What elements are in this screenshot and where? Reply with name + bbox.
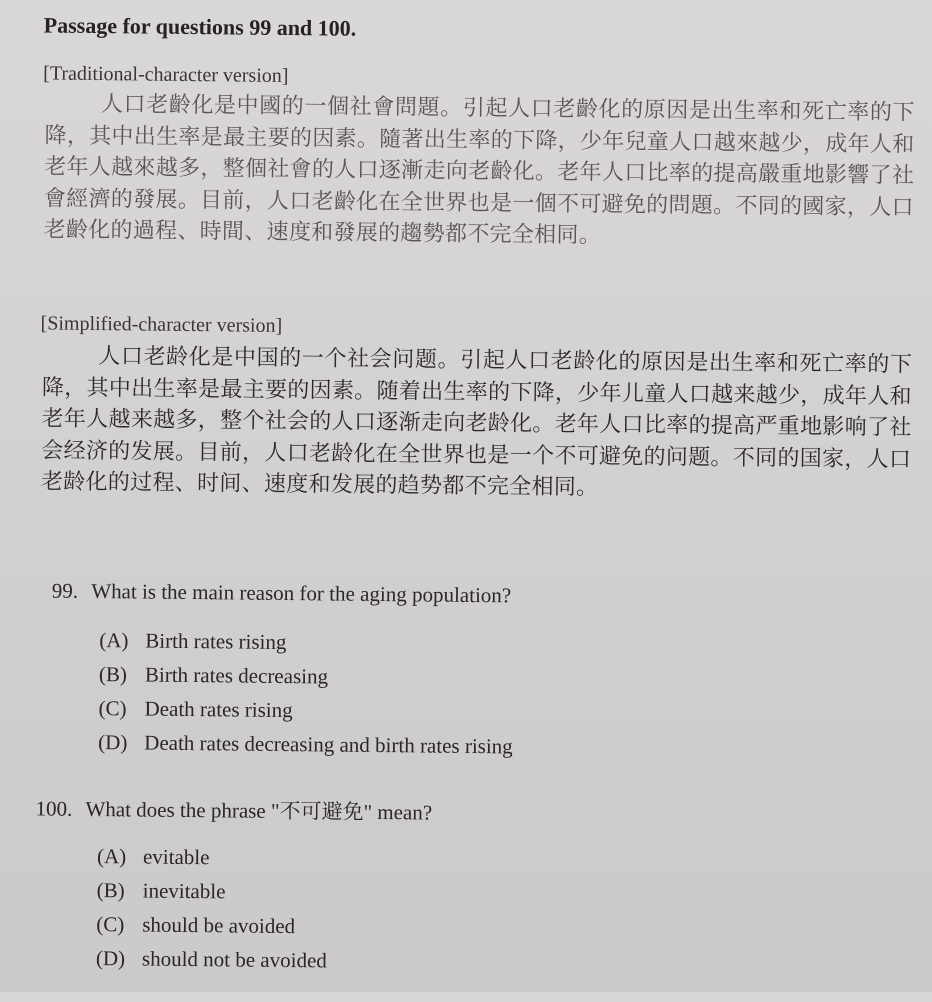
option-d[interactable] <box>96 941 327 977</box>
question-number: 100. <box>35 796 73 821</box>
option-text: should not be avoided <box>141 946 327 973</box>
option-letter: (A) <box>99 628 129 653</box>
option-b[interactable] <box>97 873 328 909</box>
option-text: evitable <box>142 844 210 870</box>
option-a[interactable] <box>97 839 328 875</box>
simplified-passage-text: 人口老龄化是中国的一个社会问题。引起人口老龄化的原因是出生率和死亡率的下降，其中出生率是最主要的因素。随着出生率的下降，少年儿童人口越来越少，成年人和老年人越来越多，整个社会的人口逐渐走向老龄化。老年人口比率的提高严重地影响了社会经济的发展。目前，人口老龄化在全世界也是一个不可避免的问题。不同的国家，人口老龄化的过程、时间、速度和发展的趋势都不完全相同。 <box>40 344 913 501</box>
question-text: What does the phrase "不可避免" mean? <box>85 796 433 825</box>
question-100 <box>35 792 432 826</box>
passage-heading: Passage for questions 99 and 100. <box>43 12 357 41</box>
traditional-version-label: [Traditional-character version] <box>43 62 289 88</box>
option-letter: (B) <box>98 662 128 687</box>
simplified-passage <box>41 340 913 507</box>
option-c[interactable] <box>98 691 513 729</box>
option-text: inevitable <box>142 878 226 904</box>
option-text: Birth rates decreasing <box>144 662 329 689</box>
traditional-passage-text: 人口老齡化是中國的一個社會問題。引起人口老齡化的原因是出生率和死亡率的下降，其中出生率是最主要的因素。隨著出生率的下降，少年兒童人口越來越少，成年人和老年人越來越多，整個社會的人口逐漸走向老齡化。老年人口比率的提高嚴重地影響了社會經濟的發展。目前，人口老齡化在全世界也是一個不可避免的問題。不同的國家，人口老齡化的過程、時間、速度和發展的趨勢都不完全相同。 <box>43 92 915 249</box>
traditional-passage <box>43 88 915 255</box>
option-text: Birth rates rising <box>145 628 287 655</box>
option-letter: (C) <box>96 912 125 937</box>
option-letter: (A) <box>96 844 127 869</box>
option-text: Death rates decreasing and birth rates rising <box>144 730 513 759</box>
option-text: Death rates rising <box>144 696 293 723</box>
simplified-version-label: [Simplified-character version] <box>40 312 283 337</box>
option-text: should be avoided <box>142 912 296 939</box>
question-99 <box>52 579 512 609</box>
option-letter: (D) <box>98 730 128 755</box>
option-letter: (B) <box>96 878 125 903</box>
question-number: 99. <box>51 578 79 603</box>
option-c[interactable] <box>96 907 327 943</box>
option-b[interactable] <box>99 657 514 695</box>
question-99-options <box>98 623 514 763</box>
question-100-options <box>96 839 328 977</box>
question-text: What is the main reason for the aging population? <box>91 578 512 608</box>
option-letter: (D) <box>95 946 126 971</box>
option-a[interactable] <box>99 623 514 661</box>
option-letter: (C) <box>98 696 127 721</box>
option-d[interactable] <box>98 725 513 763</box>
